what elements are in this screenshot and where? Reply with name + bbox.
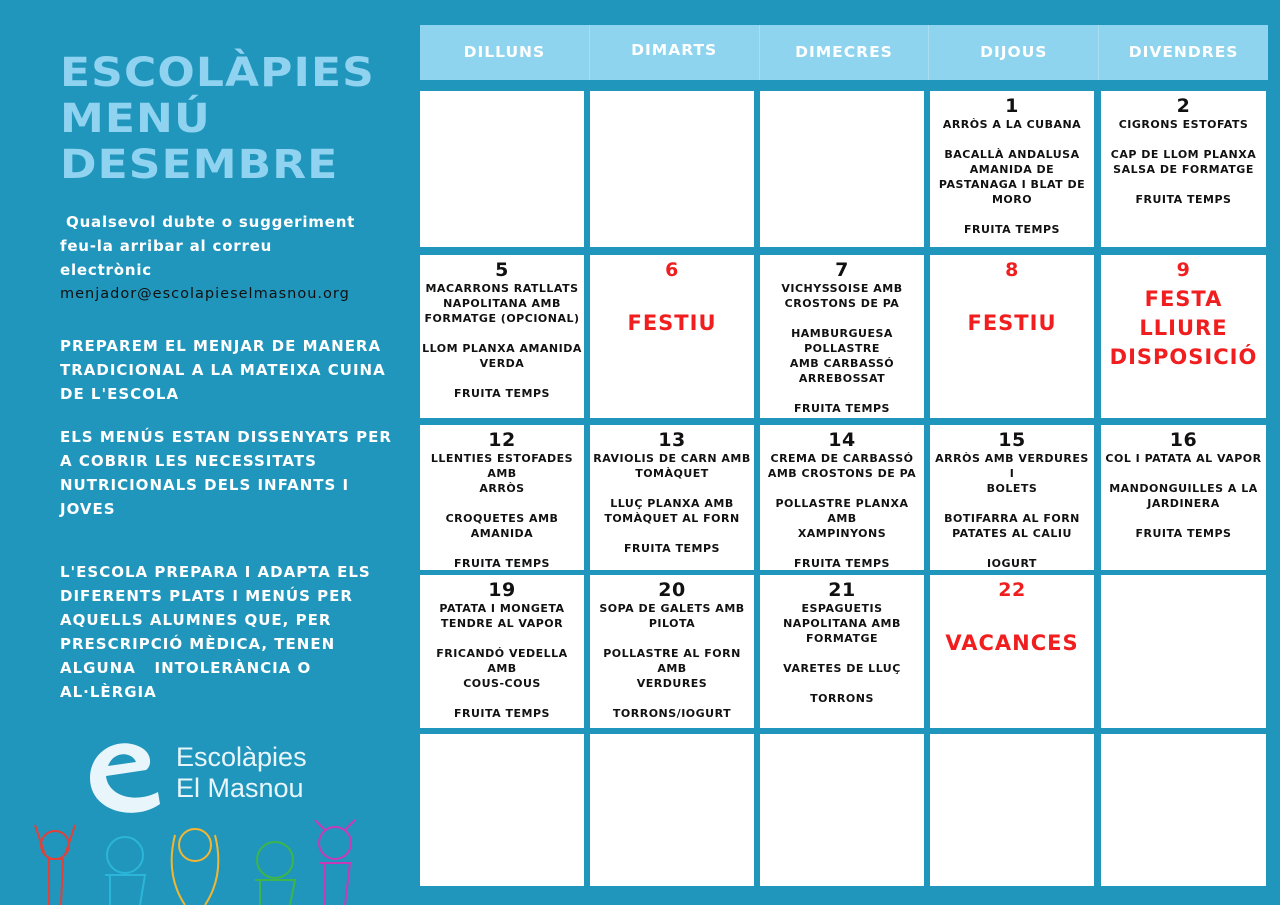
menu-dish-line: MANDONGUILLES A LA bbox=[1109, 482, 1258, 495]
menu-dish-line: ARRÒS bbox=[479, 482, 525, 495]
menu-dish-line: VARETES DE LLUÇ bbox=[783, 662, 901, 675]
menu-dish-line: CIGRONS ESTOFATS bbox=[1118, 118, 1249, 131]
day-number: 14 bbox=[828, 429, 856, 451]
empty-day-cell bbox=[930, 734, 1094, 886]
weekday-thursday: DIJOUS bbox=[929, 25, 1099, 80]
holiday-label: DISPOSICIÓ bbox=[1109, 345, 1258, 369]
day-cell-15 bbox=[930, 425, 1094, 570]
school-logo bbox=[80, 730, 307, 816]
menu-dish-line: LLOM PLANXA AMANIDA bbox=[422, 342, 582, 355]
menu-dish-line: ARRÒS AMB VERDURES I bbox=[935, 452, 1089, 480]
menu-dish-line: FRUITA TEMPS bbox=[794, 402, 890, 415]
day-number: 2 bbox=[1176, 95, 1191, 117]
holiday-label: FESTIU bbox=[627, 311, 717, 335]
day-cell-12 bbox=[420, 425, 584, 570]
menu-dish-line: NAPOLITANA AMB bbox=[783, 617, 901, 630]
day-number: 8 bbox=[1005, 259, 1019, 281]
day-cell-14 bbox=[760, 425, 924, 570]
title-line: MENÚ bbox=[60, 96, 211, 142]
empty-day-cell bbox=[590, 91, 754, 247]
contact-text: feu-la arribar al correu bbox=[60, 237, 273, 255]
menu-dish-line: FRUITA TEMPS bbox=[964, 223, 1060, 236]
menu-dish-line: FRUITA TEMPS bbox=[454, 707, 550, 720]
menu-dish-line: PASTANAGA I BLAT DE bbox=[938, 178, 1086, 191]
menu-dish-line: COL I PATATA AL VAPOR bbox=[1105, 452, 1262, 465]
info-paragraph-tradition: PREPAREM EL MENJAR DE MANERA TRADICIONAL A LA MATEIXA CUINA DE L'ESCOLA bbox=[60, 337, 386, 403]
menu-dish-line: CREMA DE CARBASSÓ bbox=[770, 452, 914, 465]
day-cell-16 bbox=[1101, 425, 1266, 570]
menu-dish-line: FRUITA TEMPS bbox=[454, 557, 550, 570]
menu-dish-line: FRICANDÓ VEDELLA AMB bbox=[436, 647, 568, 675]
menu-dish-line: POLLASTRE AL FORN AMB bbox=[603, 647, 741, 675]
contact-email[interactable]: menjador@escolapieselmasnou.org bbox=[60, 286, 350, 302]
menu-dish-line: BOTIFARRA AL FORN bbox=[944, 512, 1080, 525]
empty-day-cell bbox=[420, 91, 584, 247]
contact-info bbox=[60, 210, 390, 306]
menu-dish-line: FRUITA TEMPS bbox=[624, 542, 720, 555]
menu-dish-line: VICHYSSOISE AMB bbox=[781, 282, 903, 295]
day-number: 9 bbox=[1176, 259, 1191, 281]
menu-dish-line: TORRONS/IOGURT bbox=[612, 707, 732, 720]
holiday-label: LLIURE bbox=[1139, 316, 1228, 340]
day-number: 13 bbox=[658, 429, 686, 451]
menu-dish-line: AMB CROSTONS DE PA bbox=[767, 467, 917, 480]
logo-text-line2: El Masnou bbox=[176, 773, 304, 803]
day-number: 5 bbox=[495, 259, 509, 281]
title-line: DESEMBRE bbox=[60, 142, 339, 188]
day-cell-2 bbox=[1101, 91, 1266, 247]
logo-e-icon bbox=[80, 730, 166, 816]
day-cell-6 bbox=[590, 255, 754, 418]
day-number: 1 bbox=[1005, 95, 1019, 117]
day-number: 22 bbox=[998, 579, 1026, 601]
menu-dish-line: PATATES AL CALIU bbox=[952, 527, 1072, 540]
day-cell-7 bbox=[760, 255, 924, 418]
menu-dish-line: MACARRONS RATLLATS bbox=[425, 282, 579, 295]
menu-dish-line: RAVIOLIS DE CARN AMB bbox=[593, 452, 751, 465]
day-cell-5 bbox=[420, 255, 584, 418]
day-number: 7 bbox=[835, 259, 849, 281]
day-number: 6 bbox=[665, 259, 679, 281]
menu-dish-line: TOMÀQUET AL FORN bbox=[604, 512, 740, 525]
holiday-label: FESTIU bbox=[967, 311, 1057, 335]
menu-dish-line: MORO bbox=[991, 193, 1033, 206]
menu-dish-line: HAMBURGUESA bbox=[791, 327, 893, 340]
menu-dish-line: POLLASTRE PLANXA AMB bbox=[775, 497, 909, 525]
menu-dish-line: COUS-COUS bbox=[463, 677, 541, 690]
day-cell-19 bbox=[420, 575, 584, 728]
holiday-label: FESTA bbox=[1144, 287, 1223, 311]
weekday-monday: DILLUNS bbox=[420, 25, 590, 80]
menu-dish-line: AMB CARBASSÓ bbox=[789, 357, 895, 370]
day-cell-22 bbox=[930, 575, 1094, 728]
menu-dish-line: VERDURES bbox=[636, 677, 708, 690]
menu-dish-line: BACALLÀ ANDALUSA bbox=[944, 148, 1080, 161]
contact-text: Qualsevol dubte o suggeriment bbox=[60, 213, 356, 231]
day-number: 12 bbox=[488, 429, 516, 451]
weekday-wednesday: DIMECRES bbox=[760, 25, 930, 80]
day-cell-1 bbox=[930, 91, 1094, 247]
day-cell-20 bbox=[590, 575, 754, 728]
contact-text: electrònic bbox=[60, 261, 152, 279]
logo-text-line1: Escolàpies bbox=[176, 742, 307, 772]
menu-dish-line: CAP DE LLOM PLANXA bbox=[1110, 148, 1257, 161]
weekday-header bbox=[420, 25, 1268, 80]
menu-dish-line: AMANIDA DE bbox=[969, 163, 1055, 176]
holiday-label: VACANCES bbox=[945, 631, 1079, 655]
menu-dish-line: SALSA DE FORMATGE bbox=[1113, 163, 1254, 176]
day-cell-13 bbox=[590, 425, 754, 570]
menu-dish-line: ESPAGUETIS bbox=[801, 602, 883, 615]
weekday-tuesday: DIMARTS bbox=[590, 25, 760, 80]
menu-dish-line: XAMPINYONS bbox=[797, 527, 887, 540]
menu-dish-line: POLLASTRE bbox=[804, 342, 880, 355]
day-number: 20 bbox=[658, 579, 686, 601]
day-number: 21 bbox=[828, 579, 856, 601]
day-cell-9 bbox=[1101, 255, 1266, 418]
menu-dish-line: JARDINERA bbox=[1147, 497, 1220, 510]
empty-day-cell bbox=[1101, 734, 1266, 886]
menu-dish-line: SOPA DE GALETS AMB bbox=[599, 602, 745, 615]
title-line: ESCOLÀPIES bbox=[60, 50, 375, 96]
empty-day-cell bbox=[590, 734, 754, 886]
info-paragraph-allergies: L'ESCOLA PREPARA I ADAPTA ELS DIFERENTS PLATS I MENÚS PER AQUELLS ALUMNES QUE, PER PRESCRIPCIÓ MÈDICA, TENEN ALGUNA INTOLERÀNCIA O AL·LÈRGIA bbox=[60, 563, 377, 701]
menu-dish-line: FORMATGE (OPCIONAL) bbox=[424, 312, 580, 325]
menu-dish-line: NAPOLITANA AMB bbox=[443, 297, 561, 310]
children-drawing-icon bbox=[25, 815, 375, 905]
menu-dish-line: IOGURT bbox=[987, 557, 1037, 570]
menu-dish-line: TENDRE AL VAPOR bbox=[440, 617, 564, 630]
menu-dish-line: TOMÀQUET bbox=[635, 467, 709, 480]
menu-dish-line: PATATA I MONGETA bbox=[439, 602, 565, 615]
menu-dish-line: VERDA bbox=[479, 357, 525, 370]
weekday-friday: DIVENDRES bbox=[1128, 43, 1239, 61]
day-cell-8 bbox=[930, 255, 1094, 418]
menu-dish-line: CROQUETES AMB bbox=[445, 512, 559, 525]
menu-title bbox=[60, 50, 375, 188]
menu-dish-line: FRUITA TEMPS bbox=[1135, 527, 1232, 540]
menu-dish-line: CROSTONS DE PA bbox=[784, 297, 900, 310]
day-number: 15 bbox=[998, 429, 1026, 451]
menu-dish-line: FRUITA TEMPS bbox=[454, 387, 550, 400]
day-cell-21 bbox=[760, 575, 924, 728]
menu-dish-line: PILOTA bbox=[648, 617, 696, 630]
menu-dish-line: TORRONS bbox=[810, 692, 874, 705]
menu-dish-line: FORMATGE bbox=[806, 632, 878, 645]
day-number: 16 bbox=[1169, 429, 1198, 451]
menu-dish-line: LLUÇ PLANXA AMB bbox=[610, 497, 734, 510]
menu-dish-line: ARREBOSSAT bbox=[798, 372, 886, 385]
empty-day-cell bbox=[760, 91, 924, 247]
empty-day-cell bbox=[420, 734, 584, 886]
menu-dish-line: FRUITA TEMPS bbox=[794, 557, 890, 570]
empty-day-cell bbox=[1101, 575, 1266, 728]
menu-dish-line: AMANIDA bbox=[470, 527, 534, 540]
menu-dish-line: LLENTIES ESTOFADES AMB bbox=[430, 452, 574, 480]
menu-dish-line: BOLETS bbox=[986, 482, 1038, 495]
menu-dish-line: FRUITA TEMPS bbox=[1135, 193, 1232, 206]
menu-dish-line: ARRÒS A LA CUBANA bbox=[942, 118, 1082, 131]
empty-day-cell bbox=[760, 734, 924, 886]
info-paragraph-nutrition: ELS MENÚS ESTAN DISSENYATS PER A COBRIR LES NECESSITATS NUTRICIONALS DELS INFANTS I JOVES bbox=[60, 428, 392, 518]
day-number: 19 bbox=[488, 579, 516, 601]
